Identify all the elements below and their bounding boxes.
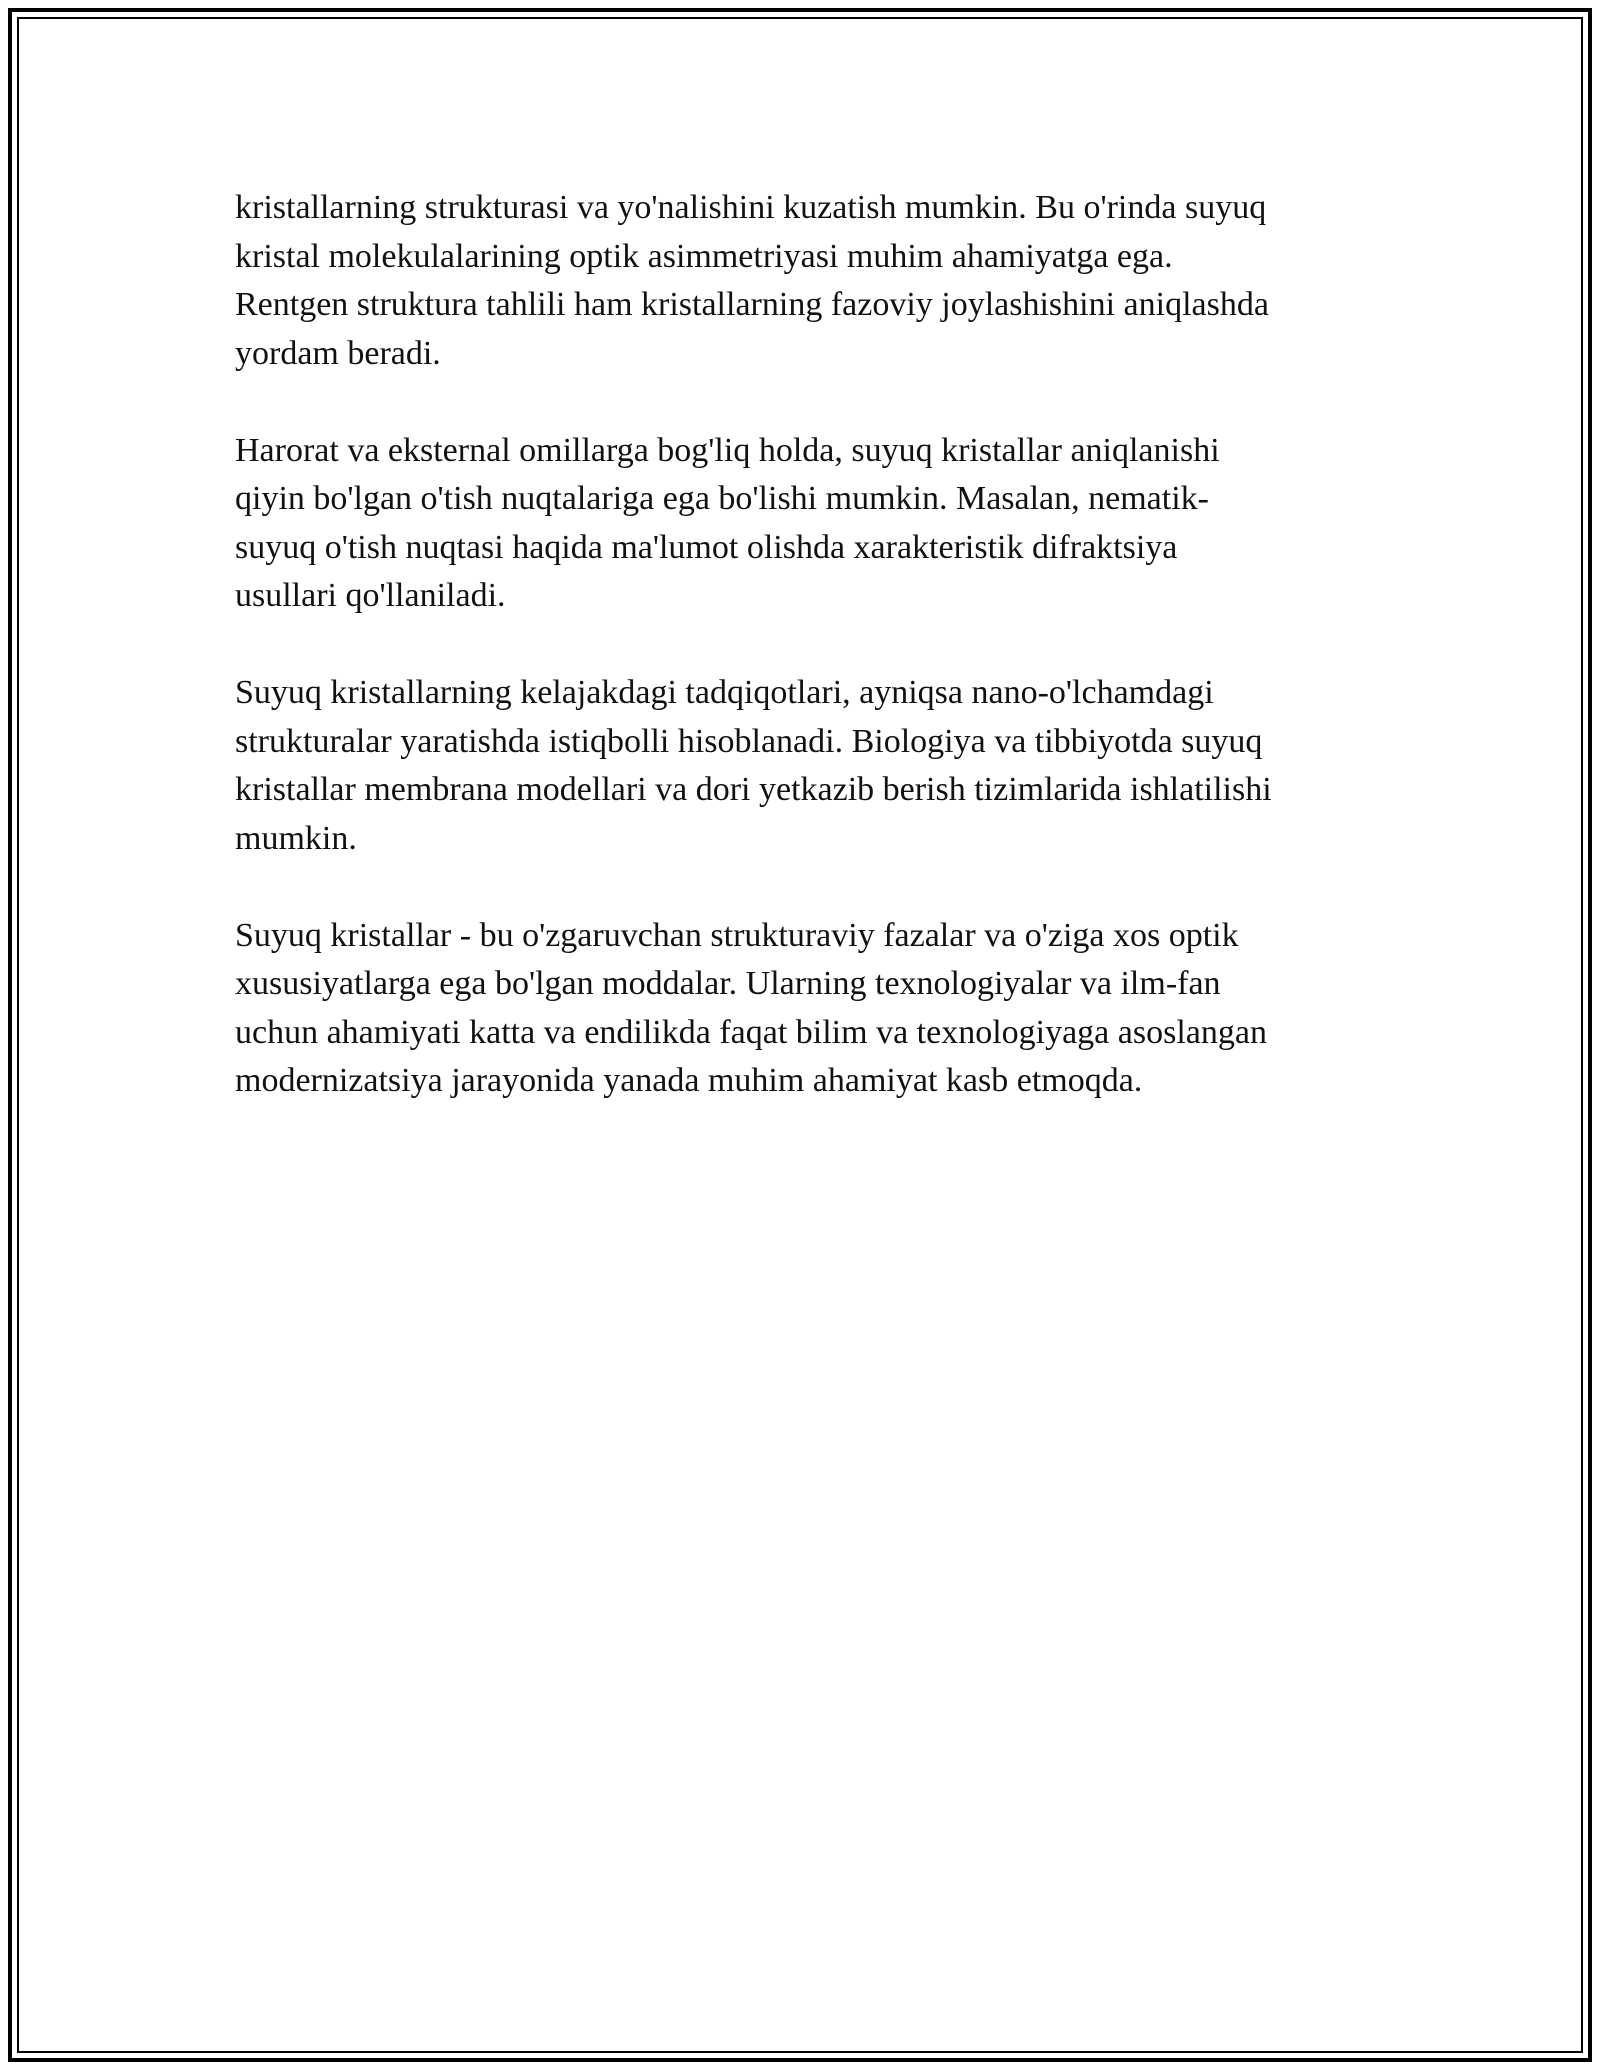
paragraph-2: Harorat va eksternal omillarga bog'liq holda, suyuq kristallar aniqlanishi qiyin bo'lgan o'tish nuqtalariga ega bo'lishi mumkin. Masalan, nematik- suyuq o'tish nuqtasi haqida ma'lumot olishda xarakteristik difraktsiya usullari qo'llaniladi. bbox=[235, 431, 1220, 614]
paragraph-1: kristallarning strukturasi va yo'nalishini kuzatish mumkin. Bu o'rinda suyuq kristal molekulalarining optik asimmetriyasi muhim ahamiyatga ega. Rentgen struktura tahlili ham kristallarning fazoviy joylashishini aniqlashda yordam beradi. bbox=[235, 189, 1269, 372]
paragraph-4: Suyuq kristallar - bu o'zgaruvchan strukturaviy fazalar va o'ziga xos optik xususiyatlarga ega bo'lgan moddalar. Ularning texnologiyalar va ilm-fan uchun ahamiyati katta va endilikda faqat bilim va texnologiyaga asoslangan modernizatsiya jarayonida yanada muhim ahamiyat kasb etmoqda. bbox=[235, 916, 1267, 1099]
paragraph-3: Suyuq kristallarning kelajakdagi tadqiqotlari, ayniqsa nano-o'lchamdagi strukturalar yaratishda istiqbolli hisoblanadi. Biologiya va tibbiyotda suyuq kristallar membrana modellari va dori yetkazib berish tizimlarida ishlatilishi mumkin. bbox=[235, 674, 1272, 857]
document-body bbox=[235, 184, 1365, 1154]
